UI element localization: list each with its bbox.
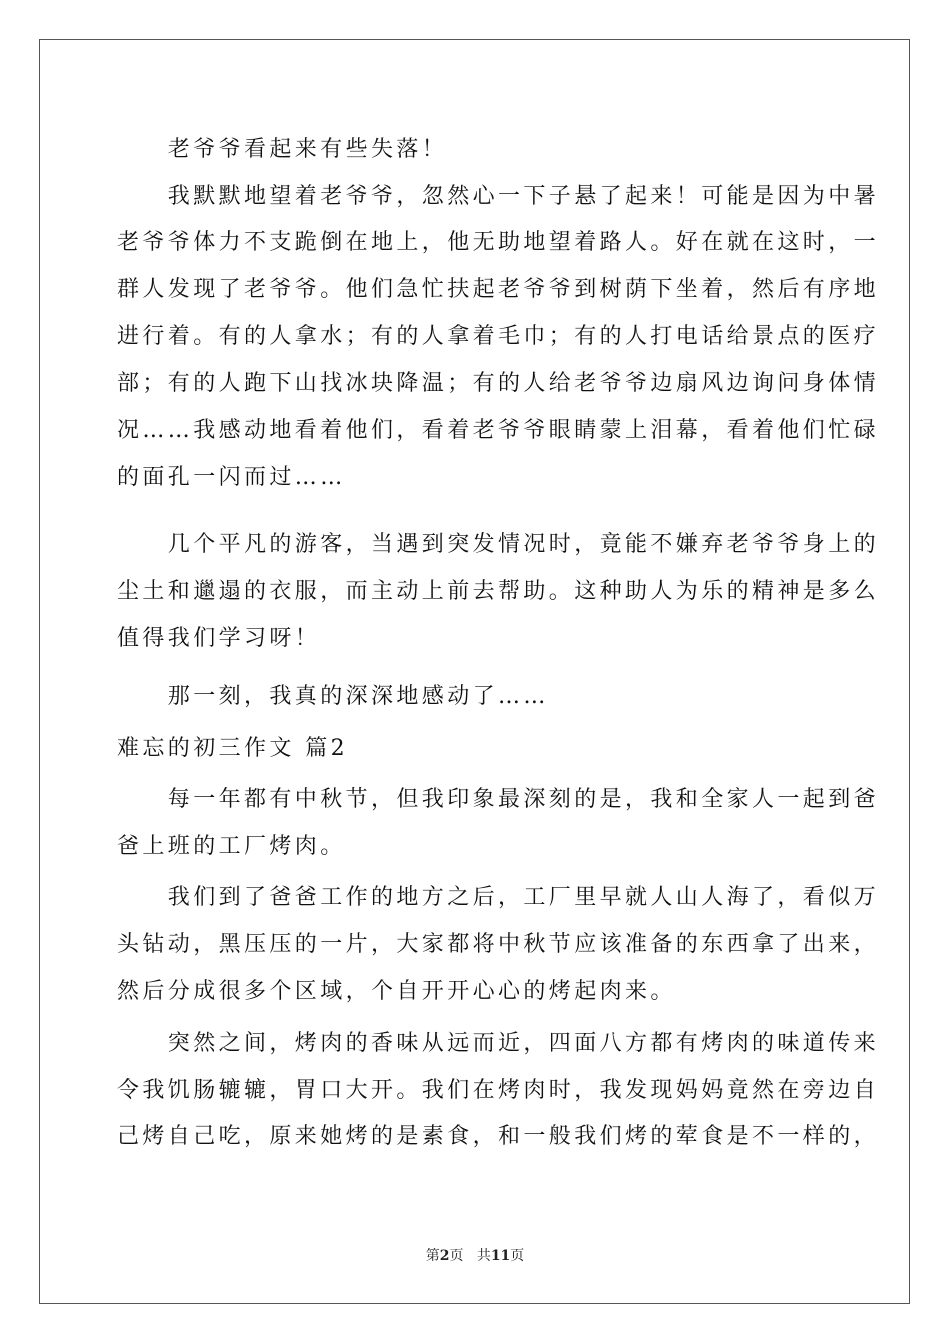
total-prefix: 共 xyxy=(476,1248,491,1264)
total-pages: 11 xyxy=(490,1248,511,1264)
page-footer xyxy=(0,1245,950,1265)
text-line: 老爷爷看起来有些失落！ xyxy=(117,137,448,162)
text-line: 群人发现了老爷爷。他们急忙扶起老爷爷到树荫下坐着，然后有序地 xyxy=(117,277,880,302)
text-line: 我们到了爸爸工作的地方之后，工厂里早就人山人海了，看似万 xyxy=(117,885,880,910)
text-line: 己烤自己吃，原来她烤的是素食，和一般我们烤的荤食是不一样的， xyxy=(117,1124,880,1149)
text-line: 部；有的人跑下山找冰块降温；有的人给老爷爷边扇风边询问身体情 xyxy=(117,371,880,396)
text-line: 值得我们学习呀！ xyxy=(117,626,321,651)
total-suffix: 页 xyxy=(510,1248,525,1264)
text-line: 的面孔一闪而过…… xyxy=(117,465,346,490)
text-line: 突然之间，烤肉的香味从远而近，四面八方都有烤肉的味道传来 xyxy=(117,1031,880,1056)
text-line: 然后分成很多个区域，个自开开心心的烤起肉来。 xyxy=(117,979,676,1004)
text-line: 爸上班的工厂烤肉。 xyxy=(117,834,346,859)
text-line: 令我饥肠辘辘，胃口大开。我们在烤肉时，我发现妈妈竟然在旁边自 xyxy=(117,1078,880,1103)
text-line: 况……我感动地看着他们，看着老爷爷眼睛蒙上泪幕，看着他们忙碌 xyxy=(117,418,880,443)
page-suffix: 页 xyxy=(449,1248,464,1264)
text-line: 那一刻，我真的深深地感动了…… xyxy=(117,684,549,709)
text-line: 几个平凡的游客，当遇到突发情况时，竟能不嫌弃老爷爷身上的 xyxy=(117,532,880,557)
text-line: 头钻动，黑压压的一片，大家都将中秋节应该准备的东西拿了出来， xyxy=(117,932,880,957)
text-line: 我默默地望着老爷爷，忽然心一下子悬了起来！可能是因为中暑 xyxy=(117,184,880,209)
page-prefix: 第 xyxy=(425,1248,440,1264)
section-heading: 难忘的初三作文 篇2 xyxy=(117,736,348,761)
text-line: 进行着。有的人拿水；有的人拿着毛巾；有的人打电话给景点的医疗 xyxy=(117,324,880,349)
text-line: 每一年都有中秋节，但我印象最深刻的是，我和全家人一起到爸 xyxy=(117,787,880,812)
text-line: 尘土和邋遢的衣服，而主动上前去帮助。这种助人为乐的精神是多么 xyxy=(117,579,880,604)
text-line: 老爷爷体力不支跪倒在地上，他无助地望着路人。好在就在这时，一 xyxy=(117,230,880,255)
page-number: 2 xyxy=(439,1248,450,1264)
